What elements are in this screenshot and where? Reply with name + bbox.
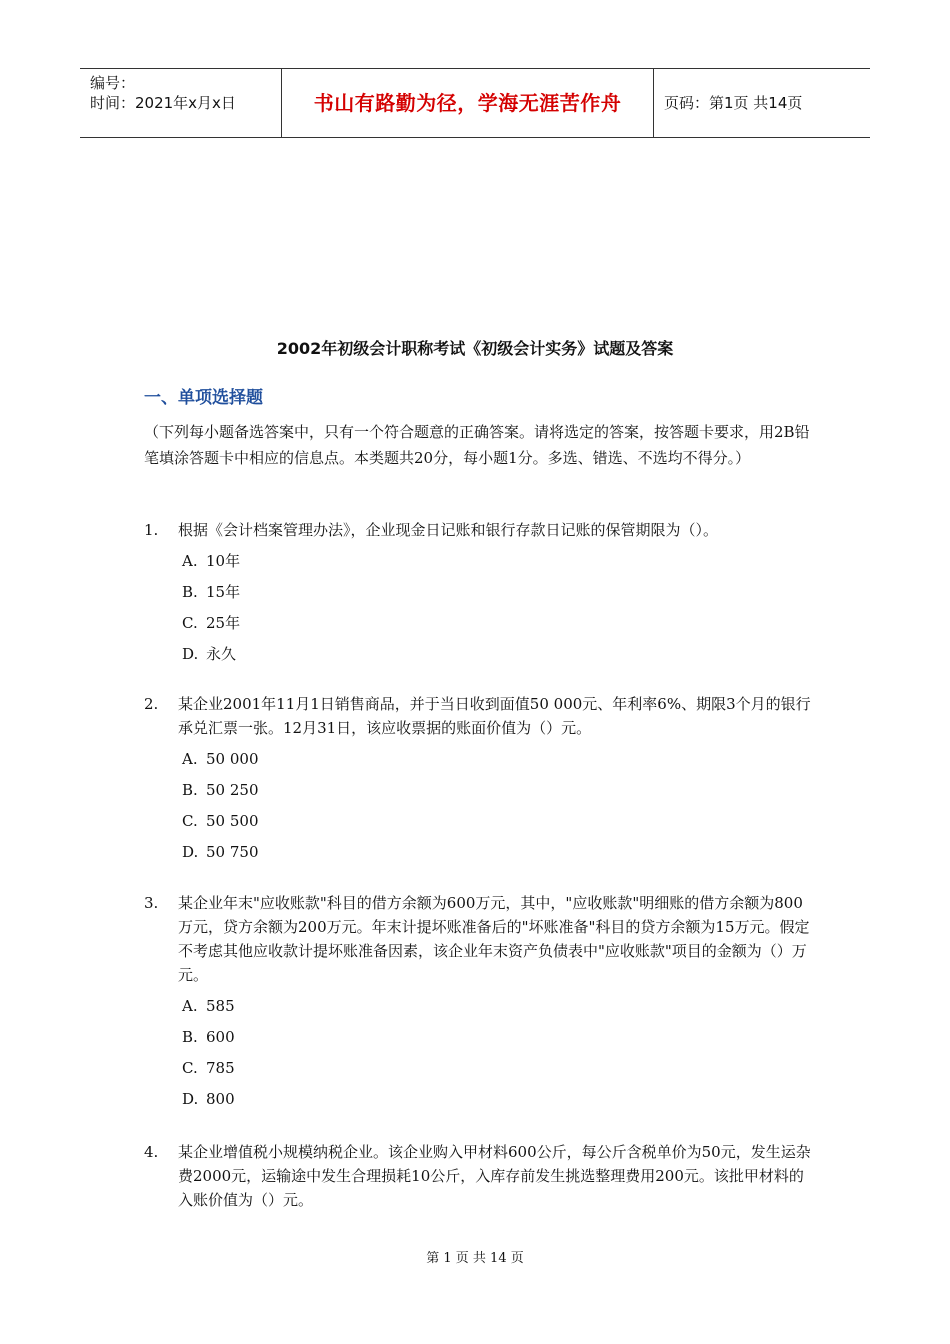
option-text: 10年 — [206, 552, 241, 570]
option-letter: A. — [182, 552, 198, 570]
question-text: 某企业增值税小规模纳税企业。该企业购入甲材料600公斤，每公斤含税单价为50元，发生运杂费2000元，运输途中发生合理损耗10公斤，入库存前发生挑选整理费用200元。该批甲材料的入账价值为（）元。 — [178, 1143, 811, 1209]
question-1 — [144, 518, 814, 673]
question-text: 某企业年末"应收账款"科目的借方余额为600万元，其中，"应收账款"明细账的借方余额为800万元，贷方余额为200万元。年末计提坏账准备后的"坏账准备"科目的贷方余额为15万元。假定不考虑其他应收款计提坏账准备因素，该企业年末资产负债表中"应收账款"项目的金额为（）万元。 — [178, 894, 810, 984]
page-header — [80, 68, 870, 138]
option-text: 15年 — [206, 583, 241, 601]
question-number: 2. — [144, 695, 159, 713]
option-a — [182, 747, 814, 778]
question-number: 4. — [144, 1143, 159, 1161]
option-letter: C. — [182, 1059, 198, 1077]
option-c — [182, 809, 814, 840]
header-time-label: 时间：2021年x月x日 — [90, 94, 236, 112]
header-number-label: 编号： — [90, 74, 136, 92]
option-text: 50 500 — [206, 812, 259, 830]
question-3 — [144, 891, 814, 1118]
header-page-label: 页码：第1页 共14页 — [664, 94, 803, 112]
option-letter: A. — [182, 997, 198, 1015]
option-text: 585 — [206, 997, 235, 1015]
question-2 — [144, 692, 814, 871]
header-meta — [80, 69, 281, 137]
option-c — [182, 611, 814, 642]
option-letter: B. — [182, 781, 198, 799]
option-text: 785 — [206, 1059, 235, 1077]
option-a — [182, 994, 814, 1025]
option-letter: B. — [182, 583, 198, 601]
option-text: 50 750 — [206, 843, 259, 861]
option-letter: D. — [182, 645, 199, 663]
question-options — [182, 994, 814, 1118]
section-title: 一、单项选择题 — [144, 388, 263, 408]
option-d — [182, 840, 814, 871]
option-letter: C. — [182, 812, 198, 830]
option-text: 800 — [206, 1090, 235, 1108]
option-letter: D. — [182, 1090, 199, 1108]
option-d — [182, 642, 814, 673]
question-4 — [144, 1140, 814, 1212]
option-b — [182, 580, 814, 611]
option-letter: D. — [182, 843, 199, 861]
question-text: 某企业2001年11月1日销售商品，并于当日收到面值50 000元、年利率6%、期限3个月的银行承兑汇票一张。12月31日，该应收票据的账面价值为（）元。 — [178, 695, 811, 737]
question-options — [182, 747, 814, 871]
option-text: 50 000 — [206, 750, 259, 768]
option-letter: A. — [182, 750, 198, 768]
option-text: 永久 — [206, 645, 237, 663]
question-options — [182, 549, 814, 673]
option-c — [182, 1056, 814, 1087]
option-text: 50 250 — [206, 781, 259, 799]
option-a — [182, 549, 814, 580]
option-d — [182, 1087, 814, 1118]
option-letter: B. — [182, 1028, 198, 1046]
option-b — [182, 778, 814, 809]
question-text: 根据《会计档案管理办法》，企业现金日记账和银行存款日记账的保管期限为（）。 — [178, 521, 719, 539]
page-footer: 第 1 页 共 14 页 — [426, 1251, 524, 1266]
question-number: 1. — [144, 521, 159, 539]
header-motto: 书山有路勤为径，学海无涯苦作舟 — [281, 69, 654, 137]
option-text: 25年 — [206, 614, 241, 632]
document-title: 2002年初级会计职称考试《初级会计实务》试题及答案 — [276, 339, 674, 358]
option-letter: C. — [182, 614, 198, 632]
question-number: 3. — [144, 894, 159, 912]
section-instructions: （下列每小题备选答案中，只有一个符合题意的正确答案。请将选定的答案，按答题卡要求，用2B铅笔填涂答题卡中相应的信息点。本类题共20分，每小题1分。多选、错选、不选均不得分。） — [144, 423, 810, 467]
option-text: 600 — [206, 1028, 235, 1046]
option-b — [182, 1025, 814, 1056]
